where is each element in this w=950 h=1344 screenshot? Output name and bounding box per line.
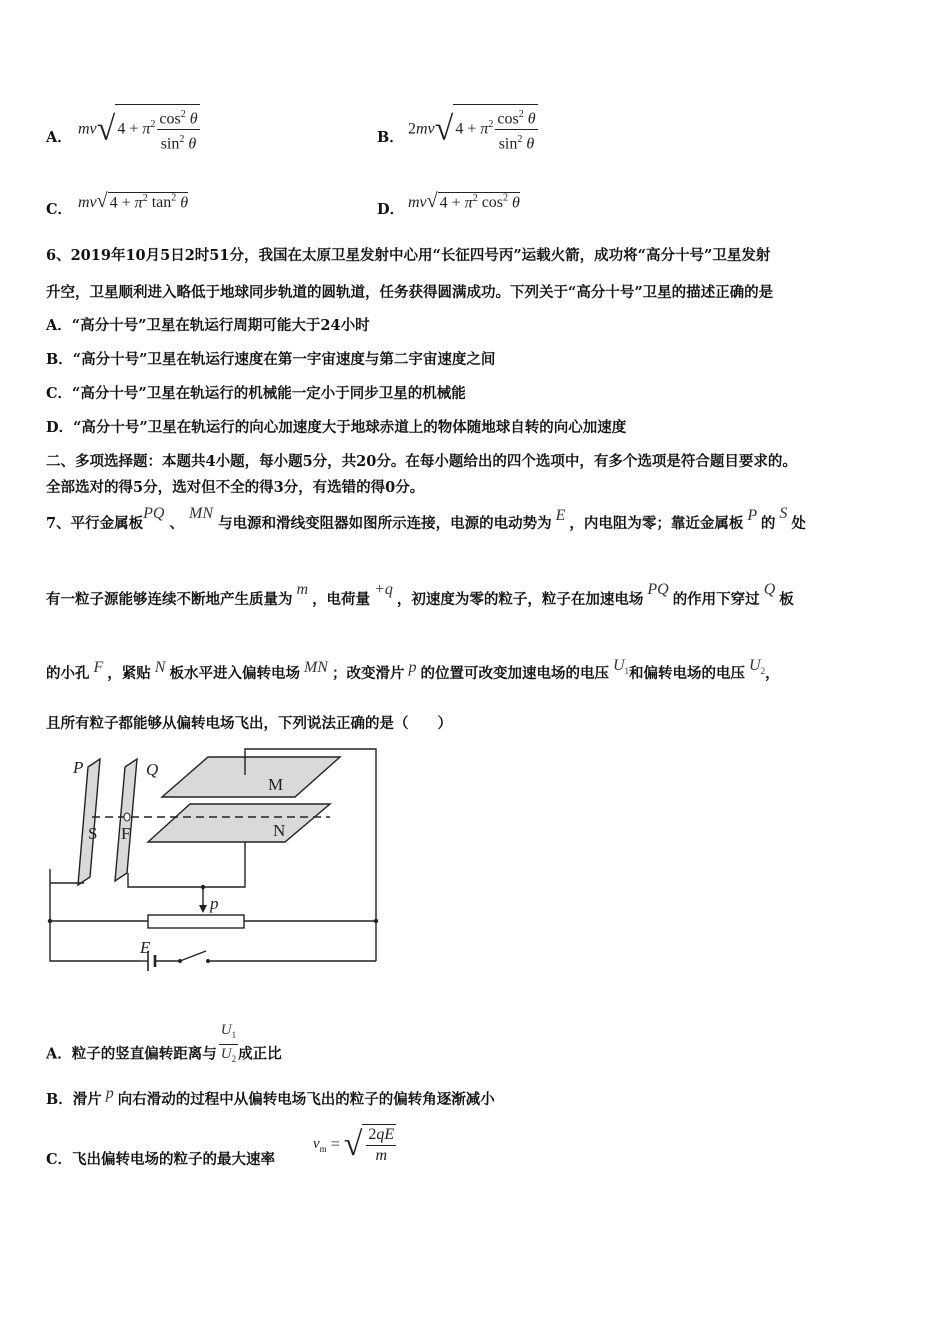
q6-option-a: A．“高分十号”卫星在轨运行周期可能大于24小时 bbox=[46, 317, 370, 334]
label-m: M bbox=[268, 775, 284, 794]
q7-option-a: A．粒子的竖直偏转距离与 $\frac{U_1}{U_2}$ 成正比 bbox=[46, 1022, 282, 1064]
label-s: S bbox=[88, 824, 98, 843]
label-n: N bbox=[273, 821, 286, 840]
q7-stem-line4: 且所有粒子都能够从偏转电场飞出，下列说法正确的是（ ） bbox=[46, 715, 452, 732]
q7-option-b: B．滑片 p 向右滑动的过程中从偏转电场飞出的粒子的偏转角逐渐减小 bbox=[46, 1085, 495, 1108]
switch bbox=[180, 951, 206, 961]
option-c-label: C． bbox=[46, 201, 73, 218]
option-a-label: A． bbox=[46, 129, 72, 146]
plate-p bbox=[78, 759, 100, 885]
label-slider-p: p bbox=[210, 894, 219, 913]
option-c-formula: mv√ $4 + \pi^2$ $\tan^2 \theta$ bbox=[78, 190, 189, 212]
hole-f bbox=[124, 813, 130, 821]
label-e: E bbox=[140, 938, 151, 957]
q7-stem-line2: 有一粒子源能够连续不断地产生质量为 m ，电荷量 +q ，初速度为零的粒子，粒子在加速电场 PQ 的作用下穿过 Q 板 bbox=[46, 581, 794, 608]
circuit-diagram bbox=[40, 745, 390, 975]
plate-n bbox=[148, 804, 330, 842]
q6-option-c: C．“高分十号”卫星在轨运行的机械能一定小于同步卫星的机械能 bbox=[46, 385, 466, 402]
plate-m bbox=[162, 757, 340, 797]
section2-heading-line2: 全部选对的得5分，选对但不全的得3分，有选错的得0分。 bbox=[46, 479, 425, 496]
slider-arrow bbox=[199, 905, 207, 913]
option-d-formula: mv√ $4 + \pi^2$ $\cos^2 \theta$ bbox=[408, 190, 520, 212]
q6-option-d: D．“高分十号”卫星在轨运行的向心加速度大于地球赤道上的物体随地球自转的向心加速度 bbox=[46, 419, 627, 436]
wire-n bbox=[128, 842, 245, 887]
option-a-formula: mv√ $4 + \pi^2$ $\frac{\cos^2 \theta}{\sin^2 \theta}$ bbox=[78, 104, 200, 155]
label-f: F bbox=[121, 824, 131, 843]
option-b-label: B． bbox=[377, 129, 404, 146]
section2-heading-line1: 二、多项选择题：本题共4小题，每小题5分，共20分。在每小题给出的四个选项中，有多个选项是符合题目要求的。 bbox=[46, 453, 797, 470]
option-b-formula: 2mv√ $4 + \pi^2$ $\frac{\cos^2 \theta}{\sin^2 \theta}$ bbox=[408, 104, 538, 155]
q6-option-b: B．“高分十号”卫星在轨运行速度在第一宇宙速度与第二宇宙速度之间 bbox=[46, 351, 496, 368]
q6-stem-line1: 6、2019年10月5日2时51分，我国在太原卫星发射中心用“长征四号丙”运载火箭，成功将“高分十号”卫星发射 bbox=[46, 247, 771, 264]
label-q: Q bbox=[146, 760, 159, 779]
rheostat bbox=[148, 915, 244, 928]
q7-option-c-formula: $v_m$ = √ $\frac{2qE}{m}$ bbox=[313, 1126, 395, 1164]
q7-stem-line1: 7、平行金属板PQ 、 MN 与电源和滑线变阻器如图所示连接，电源的电动势为 E ，内电阻为零；靠近金属板 P 的 S 处 bbox=[46, 505, 806, 532]
q7-stem-line3: 的小孔 F ，紧贴 N 板水平进入偏转电场 MN ；改变滑片 p 的位置可改变加速电场的电压 $U_1$和偏转电场的电压 $U_2$， bbox=[46, 657, 780, 682]
option-d-label: D． bbox=[377, 201, 405, 218]
q7-option-c: C．飞出偏转电场的粒子的最大速率 bbox=[46, 1151, 276, 1168]
q6-stem-line2: 升空，卫星顺利进入略低于地球同步轨道的圆轨道，任务获得圆满成功。下列关于“高分十号”卫星的描述正确的是 bbox=[46, 284, 774, 301]
label-p: P bbox=[73, 758, 84, 777]
